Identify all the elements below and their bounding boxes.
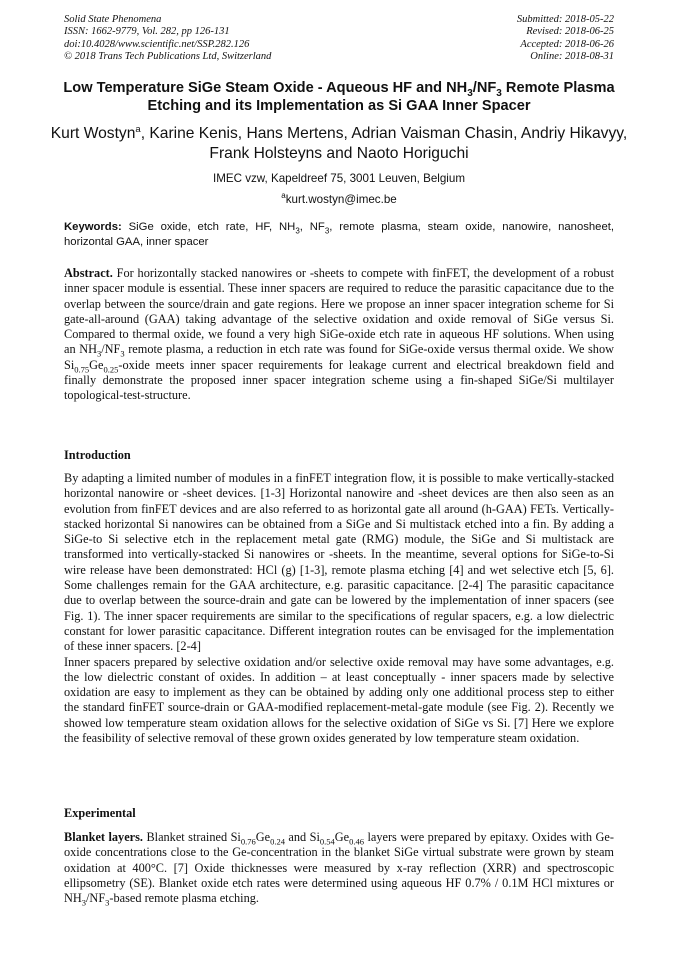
date-revised: Revised: 2018-06-25 [526,26,614,38]
paragraph: Inner spacers prepared by selective oxidation and/or selective oxide removal may have some advantages, e.g. the low dielectric constant of oxides. In addition – at least conceptually - inner spacers made by selective oxidation are easy to implement as they can be obtained by adding only one additional process step to either the standard finFET source-drain or GAA-modified replacement-metal-gate module (see Fig. 2). Recently we showed low temperature steam oxidation allows for the selective oxidation of SiGe vs Si. [7] Here we explore the feasibility of selective removal of these grown oxides generated by low temperature steam oxidation. [64,654,614,746]
journal-copyright: © 2018 Trans Tech Publications Ltd, Switzerland [64,50,272,62]
abstract: Abstract. For horizontally stacked nanowires or -sheets to compete with finFET, the development of a robust inner spacer module is essential. These inner spacers are required to reduce the parasitic capacitance due to the overlap between the source/drain and gate regions. Here we propose an inner spacer integration scheme for Si gate-all-around (GAA) taking advantage of the selective oxidation and oxide removal of SiGe versus Si. Compared to thermal oxide, we found a very high SiGe-oxide etch rate in aqueous HF solutions. When using an $NH_3/NF_3$ remote plasma, a reduction in etch rate was found for SiGe-oxide versus thermal oxide. We show $Si_{0.75}Ge_{0.25}$-oxide meets inner spacer requirements for leakage current and electrical breakdown field and finally demonstrate the proposed inner spacer integration scheme using a fin-shaped SiGe/Si multilayer topological-test-structure. [64,266,614,403]
keywords: Keywords: SiGe oxide, etch rate, HF, $NH_3$, $NF_3$, remote plasma, steam oxide, nanowire, nanosheet, horizontal GAA, inner spacer [64,221,615,249]
experimental-body: Blanket layers. Blanket strained $Si_{0.76}Ge_{0.24}$ and $Si_{0.54}Ge_{0.46}$ layers were prepared by epitaxy. Oxides with Ge-oxide concentrations close to the Ge-concentration in the blanket SiGe virtual substrate were grown by steam oxidation at 400°C. [7] Oxide thicknesses were measured by x-ray reflection (XRR) and spectroscopic ellipsometry (SE). Blanket oxide etch rates were determined using aqueous HF 0.7% / 0.1M HCl mixtures or $NH_3/NF_3$-based remote plasma etching. [64,830,614,908]
author-list: Kurt Wostyn$^a$, Karine Kenis, Hans Mertens, Adrian Vaisman Chasin, Andriy Hikavyy, Frank Holsteyns and Naoto Horiguchi [50,123,628,162]
date-submitted: Submitted: 2018-05-22 [516,14,614,25]
introduction-body [64,471,614,746]
paper-title: Low Temperature SiGe Steam Oxide - Aqueous HF and $NH_3/NF_3$ Remote Plasma Etching and its Implementation as Si GAA Inner Spacer [63,80,615,114]
date-accepted: Accepted: 2018-06-26 [520,38,614,50]
subsection-label: Blanket layers. [64,830,143,844]
section-heading-introduction: Introduction [64,448,131,462]
paragraph: By adapting a limited number of modules in a finFET integration flow, it is possible to make vertically-stacked horizontal nanowire or -sheet devices. [1-3] Horizontal nanowire and -sheet devices are then also seen as an evolution from finFET devices and are also referred to as horizontal gate all around (h-GAA) FETs. Vertically-stacked horizontal Si nanowires can be obtained from a SiGe and Si multistack etched into a fin. By adding a SiGe-to Si selective etch in the replacement metal gate (RMG) module, the SiGe and Si multistack are transformed into vertically-stacked Si nanowires or -sheets. In the meantime, several options for SiGe-to-Si wire release have been demonstrated: HCl (g) [1-3], remote plasma etching [4] and wet selective etch [5, 6]. Some challenges remain for the GAA architecture, e.g. parasitic capacitance. [2-4] The parasitic capacitance due to overlap between the source-drain and gate can be lowered by the implementation of inner spacers (see Fig. 1). The inner spacer requirements are similar to the specifications of regular spacers, e.g. a low dielectric constant for lower parasitic capacitance. Different integration routes can be envisaged for the implementation of these inner spacers. [2-4] [64,471,614,654]
journal-doi: doi:10.4028/www.scientific.net/SSP.282.126 [64,38,250,50]
section-heading-experimental: Experimental [64,806,136,820]
journal-name: Solid State Phenomena [64,14,162,25]
corresponding-email: $^a$kurt.wostyn@imec.be [281,191,397,206]
affiliation: IMEC vzw, Kapeldreef 75, 3001 Leuven, Belgium [213,172,465,185]
keywords-label: Keywords: [64,221,122,233]
journal-issn: ISSN: 1662-9779, Vol. 282, pp 126-131 [64,26,230,38]
abstract-label: Abstract. [64,266,113,280]
journal-info [64,14,271,63]
publication-dates [517,14,614,63]
date-online: Online: 2018-08-31 [530,50,614,62]
